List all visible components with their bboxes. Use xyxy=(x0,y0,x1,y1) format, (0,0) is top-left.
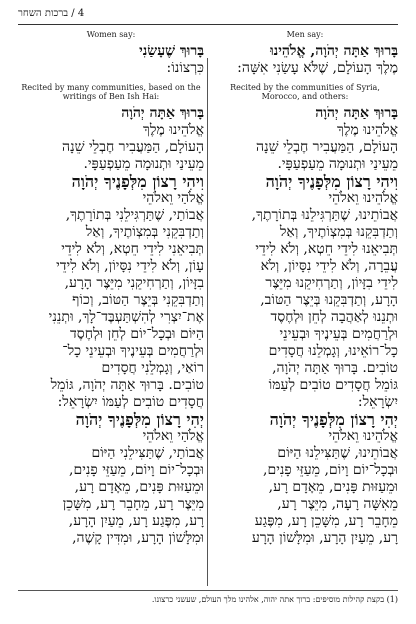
men-prayer2-text: רָע, מֵעַיִן הָרָע, וּמִלָּשׁוֹן הָרָע xyxy=(251,530,398,546)
section-title: ברכות השחר xyxy=(18,8,69,19)
men-blessing-text: מֵעֵינַי וּתְנוּמָה מֵעַפְעַפָּי. xyxy=(277,156,398,172)
men-community-note: Recited by the communities of Syria, Morocco, and others: xyxy=(230,83,380,101)
men-prayer2-text: מֵחָבֵר רָע, מִשָּׁכֵן רָע, מִפֶּגַע xyxy=(254,513,398,529)
women-prayer-text: רוֹאַי, וְגָמְלֵנִי חֲסָדִים xyxy=(101,360,204,376)
women-say-label: Women say: xyxy=(86,30,136,39)
men-prayer2-text: מֵאִשָּׁה רָעָה, מִיֵּצֶר רָע, xyxy=(277,496,398,512)
women-prayer-text: וְתַדְבִּקֵנִי בְּמִצְוֹתֶיךָ, וְאַל xyxy=(85,224,204,240)
women-community-note: Recited by many communities, based on the writings of Ben Ish Hai: xyxy=(21,83,201,101)
women-prayer2-text: אֲבוֹתַי, שֶׁתַּצִּילֵנִי הַיּוֹם xyxy=(91,445,204,461)
women-blessing-text: אֱלֹהֵינוּ מֶלֶךְ xyxy=(143,122,204,138)
men-prayer2-text: אֲבוֹתֵינוּ, שֶׁתַּצִּילֵנוּ הַיּוֹם xyxy=(277,445,398,461)
women-prayer-text: אֶת־יִצְרִי לְהִשְׁתַּעְבֶּד־לָךְ, וּתְנֵנִי xyxy=(48,309,204,325)
men-blessing-text: הָעוֹלָם, הַמַּעֲבִיר חֶבְלֵי שֵׁנָה xyxy=(256,139,398,155)
men-prayer2-text: וּבְכָל־יוֹם וָיוֹם, מֵעַזֵּי פָנִים, xyxy=(263,462,398,478)
men-prayer-text: תְּבִיאֵנוּ לִידֵי חֵטְא, וְלֹא לִידֵי xyxy=(255,241,398,257)
page-header: 4 / ברכות השחר xyxy=(18,8,398,22)
women-column xyxy=(18,30,204,547)
women-blessing-text: הָעוֹלָם, הַמַּעֲבִיר חֶבְלֵי שֵׁנָה xyxy=(62,139,204,155)
men-prayer-text: עֲבֵרָה, וְלֹא לִידֵי נִסָּיוֹן, וְלֹא xyxy=(260,258,398,274)
women-prayer-text: וִיהִי רָצוֹן מִלְּפָנֶיךָ יְהֹוָה xyxy=(71,173,204,190)
women-prayer2-text: יְהִי רָצוֹן מִלְּפָנֶיךָ יְהֹוָה xyxy=(75,411,204,428)
men-prayer-text: וּתְנֵנוּ לְאַהֲבָה לְחֵן וּלְחֶסֶד xyxy=(270,309,398,325)
men-prayer-text: יִשְׂרָאֵל: xyxy=(357,394,398,410)
men-blessing-text: בָּרוּךְ אַתָּה יְהֹוָה xyxy=(315,105,398,121)
men-prayer-text: וְתַדְבִּקֵנוּ בְּמִצְוֹתֶיךָ, וְאַל xyxy=(279,224,398,240)
footnote-rule xyxy=(18,590,398,591)
footnote: (1) בקצת קהילות מוסיפים: ברוך אתה יהוה, אלהינו מלך העולם, שעשני כרצונו. xyxy=(151,595,398,604)
women-prayer2-text: וּבְכָל־יוֹם וָיוֹם, מֵעַזֵּי פָנִים, xyxy=(69,462,204,478)
men-prayer-text: אֲבוֹתֵינוּ, שֶׁתַּרְגִּילֵנוּ בְּתוֹרָתֶךָ, xyxy=(251,207,398,223)
women-blessing-line-1: בָּרוּךְ שֶׁעָשַׂנִי xyxy=(139,43,204,59)
men-prayer2-text: וּמֵעַזּוּת פָּנִים, מֵאָדָם רָע, xyxy=(268,479,398,495)
men-prayer-text: אֱלֹהֵינוּ וֵאלֹהֵי xyxy=(328,190,398,206)
women-prayer2-text: מִיֵּצֶר רָע, מֵחָבֵר רָע, מִשָּׁכֵן xyxy=(62,496,204,512)
women-prayer2-text: אֱלֹהַי וֵאלֹהֵי xyxy=(142,428,204,444)
women-prayer-text: תְּבִיאֵנִי לִידֵי חֵטְא, וְלֹא לִידֵי xyxy=(61,241,204,257)
page-number: 4 xyxy=(77,8,85,19)
women-prayer2-text: וּמֵעַזּוּת פָּנִים, מֵאָדָם רָע, xyxy=(74,479,204,495)
men-prayer-text: וִיהִי רָצוֹן מִלְּפָנֶיךָ יְהֹוָה xyxy=(265,173,398,190)
women-blessing-text: מֵעֵינַי וּתְנוּמָה מֵעַפְעַפָּי. xyxy=(83,156,204,172)
women-prayer-text: וּלְרַחֲמִים בְּעֵינֶיךָ וּבְעֵינֵי כָל־ xyxy=(62,343,204,359)
men-prayer2-text: אֱלֹהֵינוּ וֵאלֹהֵי xyxy=(328,428,398,444)
women-prayer-text: הַיּוֹם וּבְכָל־יוֹם לְחֵן וּלְחֶסֶד xyxy=(70,326,204,342)
men-blessing-line-2: מֶלֶךְ הָעוֹלָם, שֶׁלֹּא עָשַׂנִי אִשָּׁה: xyxy=(237,60,398,76)
women-prayer2-text: רָע, מִפֶּגַע רָע, מֵעַיִן הָרָע, xyxy=(68,513,204,529)
men-blessing-line-1: בָּרוּךְ אַתָּה יְהֹוָה, אֱלֹהֵינוּ xyxy=(270,43,398,59)
men-prayer-text: טוֹבִים. בָּרוּךְ אַתָּה יְהֹוָה, xyxy=(272,360,398,376)
women-prayer-text: אֱלֹהַי וֵאלֹהֵי xyxy=(142,190,204,206)
men-prayer2-text: יְהִי רָצוֹן מִלְּפָנֶיךָ יְהֹוָה xyxy=(269,411,398,428)
women-prayer2-text: וּמִלָּשׁוֹן הָרָע, וּמִדִּין קָשֶׁה, xyxy=(72,530,204,546)
men-say-label: Men say: xyxy=(286,30,324,39)
men-prayer-text: וּלְרַחֲמִים בְּעֵינֶיךָ וּבְעֵינֵי xyxy=(279,326,398,342)
men-prayer-text: הָרָע, וְתַדְבִּקֵנוּ בְּיֵצֶר הַטּוֹב, xyxy=(260,292,398,308)
women-prayer-text: טוֹבִים. בָּרוּךְ אַתָּה יְהֹוָה, גּוֹמֵל xyxy=(50,377,204,393)
women-blessing-text: בָּרוּךְ אַתָּה יְהֹוָה xyxy=(121,105,204,121)
women-prayer-text: עָוֹן, וְלֹא לִידֵי נִסָּיוֹן, וְלֹא לִידֵי xyxy=(56,258,204,274)
men-prayer-text: כָל־רוֹאֵינוּ, וְגָמְלֵנוּ חֲסָדִים xyxy=(268,343,398,359)
men-blessing-text: אֱלֹהֵינוּ מֶלֶךְ xyxy=(337,122,398,138)
women-prayer-text: אֲבוֹתַי, שֶׁתַּרְגִּילֵנִי בְּתוֹרָתֶךָ, xyxy=(65,207,204,223)
men-prayer-text: לִידֵי בִזָּיוֹן, וְתַרְחִיקֵנוּ מִיֵּצֶר xyxy=(265,275,398,291)
header-rule xyxy=(18,24,398,25)
men-prayer-text: גּוֹמֵל חֲסָדִים טוֹבִים לְעַמּוֹ xyxy=(268,377,398,393)
women-prayer-text: וְתַדְבִּקֵנִי בְּיֵצֶר הַטּוֹב, וְכוֹף xyxy=(72,292,204,308)
column-divider xyxy=(207,58,208,586)
women-prayer-text: חֲסָדִים טוֹבִים לְעַמּוֹ יִשְׂרָאֵל: xyxy=(57,394,204,410)
men-column xyxy=(212,30,398,547)
women-blessing-line-2: כִּרְצוֹנוֹ: xyxy=(166,60,204,76)
women-prayer-text: בִזָּיוֹן, וְתַרְחִיקֵנִי מִיֵּצֶר הָרָע, xyxy=(64,275,204,291)
